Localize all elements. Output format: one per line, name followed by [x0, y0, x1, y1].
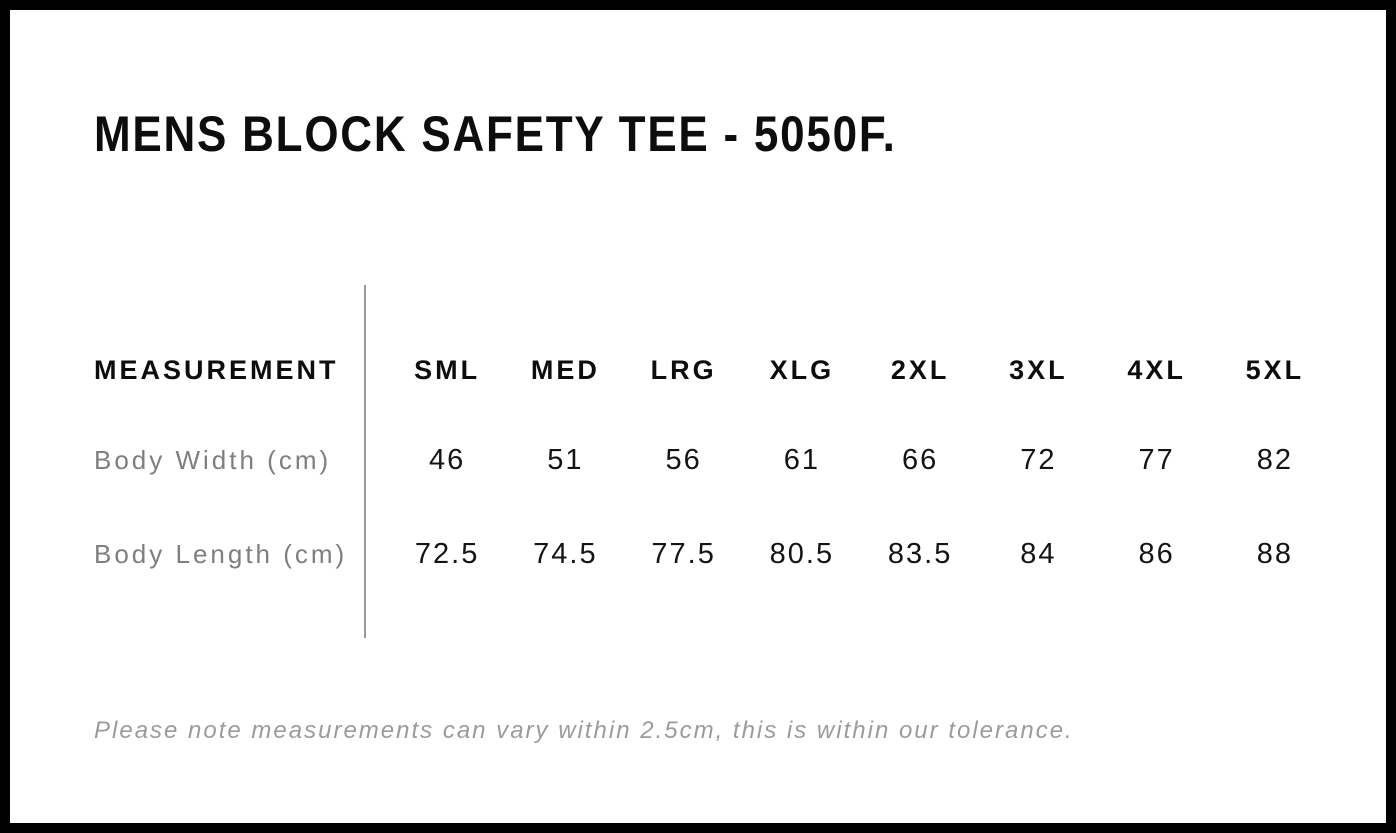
- table-cell: 72.5: [414, 538, 480, 570]
- table-cell: 77: [1138, 444, 1175, 476]
- table-cell: 86: [1138, 538, 1175, 570]
- product-title: MENS BLOCK SAFETY TEE - 5050F.: [94, 106, 897, 162]
- table-cell: 61: [783, 444, 820, 476]
- column-header-size-2xl: 2XL: [890, 355, 950, 385]
- column-header-size-med: MED: [530, 355, 600, 385]
- table-cell: 74.5: [533, 538, 598, 570]
- table-cell: 80.5: [769, 538, 835, 570]
- table-cell: 88: [1256, 538, 1293, 570]
- row-label: Body Length (cm): [94, 539, 348, 569]
- column-header-size-4xl: 4XL: [1127, 355, 1186, 385]
- table-cell: 82: [1256, 444, 1293, 476]
- column-header-measurement: MEASUREMENT: [94, 355, 339, 385]
- column-header-size-sml: SML: [414, 355, 481, 385]
- table-row-body-width: [94, 446, 1334, 475]
- table-cell: 84: [1020, 538, 1057, 570]
- table-cell: 51: [547, 444, 584, 476]
- column-header-size-xlg: XLG: [769, 355, 835, 385]
- table-cell: 83.5: [887, 538, 953, 570]
- row-label: Body Width (cm): [94, 445, 332, 475]
- table-cell: 77.5: [651, 538, 716, 570]
- column-header-size-5xl: 5XL: [1245, 355, 1305, 385]
- table-cell: 56: [665, 444, 702, 476]
- tolerance-note: Please note measurements can vary within 2.5cm, this is within our tolerance.: [94, 717, 1074, 744]
- column-header-size-3xl: 3XL: [1009, 355, 1068, 385]
- column-header-size-lrg: LRG: [650, 355, 717, 385]
- table-cell: 46: [428, 444, 466, 476]
- size-chart-table: [94, 285, 1334, 639]
- table-cell: 72: [1020, 444, 1057, 476]
- table-row-body-length: [94, 540, 1334, 569]
- table-header-row: [94, 357, 1334, 384]
- table-cell: 66: [901, 444, 939, 476]
